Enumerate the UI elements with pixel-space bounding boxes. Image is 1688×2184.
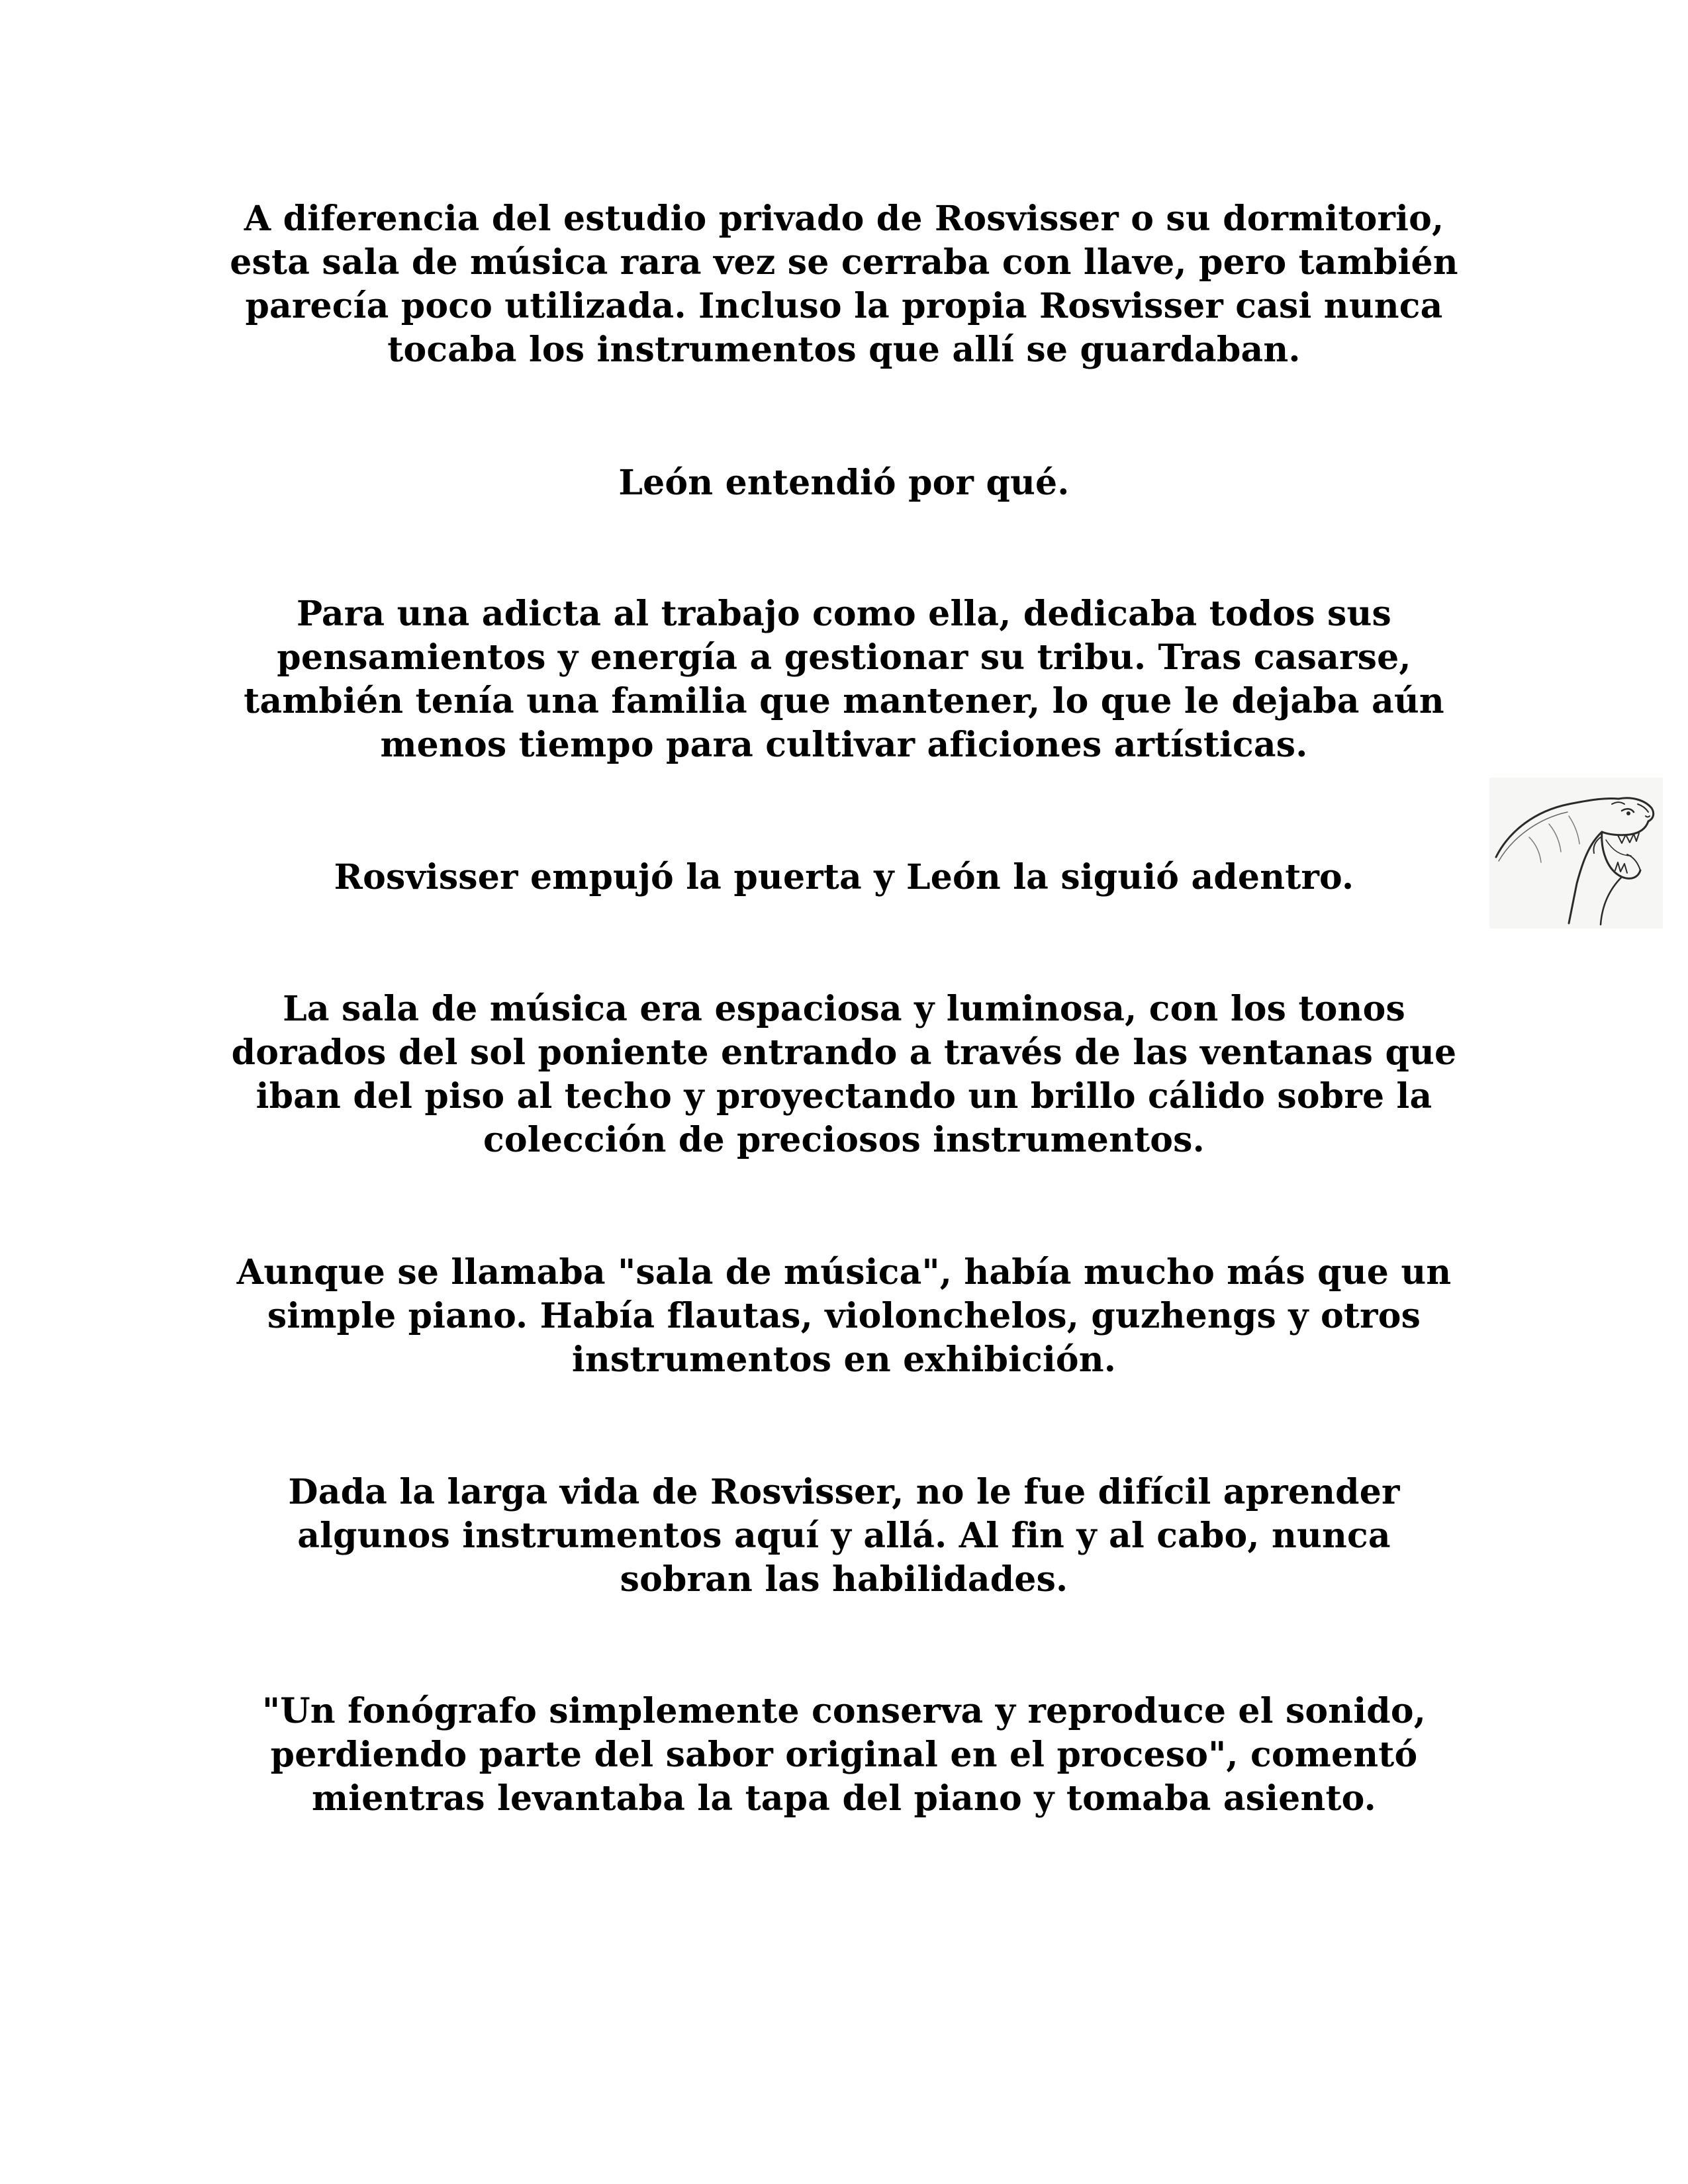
- paragraph-line: simple piano. Había flautas, violonchelos, guzhengs y otros: [267, 1296, 1421, 1336]
- paragraph-line: sobran las habilidades.: [620, 1559, 1068, 1600]
- paragraph-4: [199, 856, 1489, 899]
- paragraph-1: [199, 197, 1489, 372]
- paragraph-line: tocaba los instrumentos que allí se guardaban.: [387, 330, 1301, 370]
- paragraph-line: "Un fonógrafo simplemente conserva y reproduce el sonido,: [261, 1691, 1427, 1731]
- dinosaur-head-sketch-icon: [1489, 778, 1663, 929]
- paragraph-line: instrumentos en exhibición.: [571, 1340, 1117, 1380]
- paragraph-line: mientras levantaba la tapa del piano y tomaba asiento.: [312, 1778, 1376, 1819]
- paragraph-line: La sala de música era espaciosa y luminosa, con los tonos: [283, 989, 1405, 1029]
- paragraph-line: esta sala de música rara vez se cerraba con llave, pero también: [230, 242, 1458, 283]
- paragraph-line: parecía poco utilizada. Incluso la propia Rosvisser casi nunca: [245, 286, 1443, 326]
- paragraph-2: [199, 461, 1489, 505]
- paragraph-line: perdiendo parte del sabor original en el proceso", comentó: [270, 1735, 1418, 1775]
- paragraph-8: [199, 1690, 1489, 1821]
- paragraph-line: Rosvisser empujó la puerta y León la siguió adentro.: [334, 857, 1354, 897]
- paragraph-3: [199, 592, 1489, 767]
- paragraph-line: algunos instrumentos aquí y allá. Al fin y al cabo, nunca: [297, 1516, 1391, 1556]
- paragraph-line: Para una adicta al trabajo como ella, dedicaba todos sus: [297, 594, 1391, 634]
- paragraph-line: pensamientos y energía a gestionar su tribu. Tras casarse,: [277, 637, 1411, 678]
- paragraph-line: dorados del sol poniente entrando a través de las ventanas que: [231, 1032, 1457, 1073]
- paragraph-line: también tenía una familia que mantener, lo que le dejaba aún: [244, 681, 1444, 721]
- paragraph-line: iban del piso al techo y proyectando un brillo cálido sobre la: [256, 1076, 1432, 1116]
- paragraph-line: menos tiempo para cultivar aficiones artísticas.: [380, 725, 1308, 765]
- paragraph-5: [199, 987, 1489, 1162]
- paragraph-line: Aunque se llamaba "sala de música", había mucho más que un: [236, 1252, 1452, 1293]
- paragraph-line: Dada la larga vida de Rosvisser, no le fue difícil aprender: [288, 1472, 1400, 1512]
- paragraph-6: [199, 1251, 1489, 1382]
- paragraph-line: A diferencia del estudio privado de Rosvisser o su dormitorio,: [244, 199, 1444, 239]
- paragraph-line: León entendió por qué.: [618, 463, 1070, 503]
- paragraph-line: colección de preciosos instrumentos.: [483, 1120, 1205, 1160]
- paragraph-7: [199, 1471, 1489, 1602]
